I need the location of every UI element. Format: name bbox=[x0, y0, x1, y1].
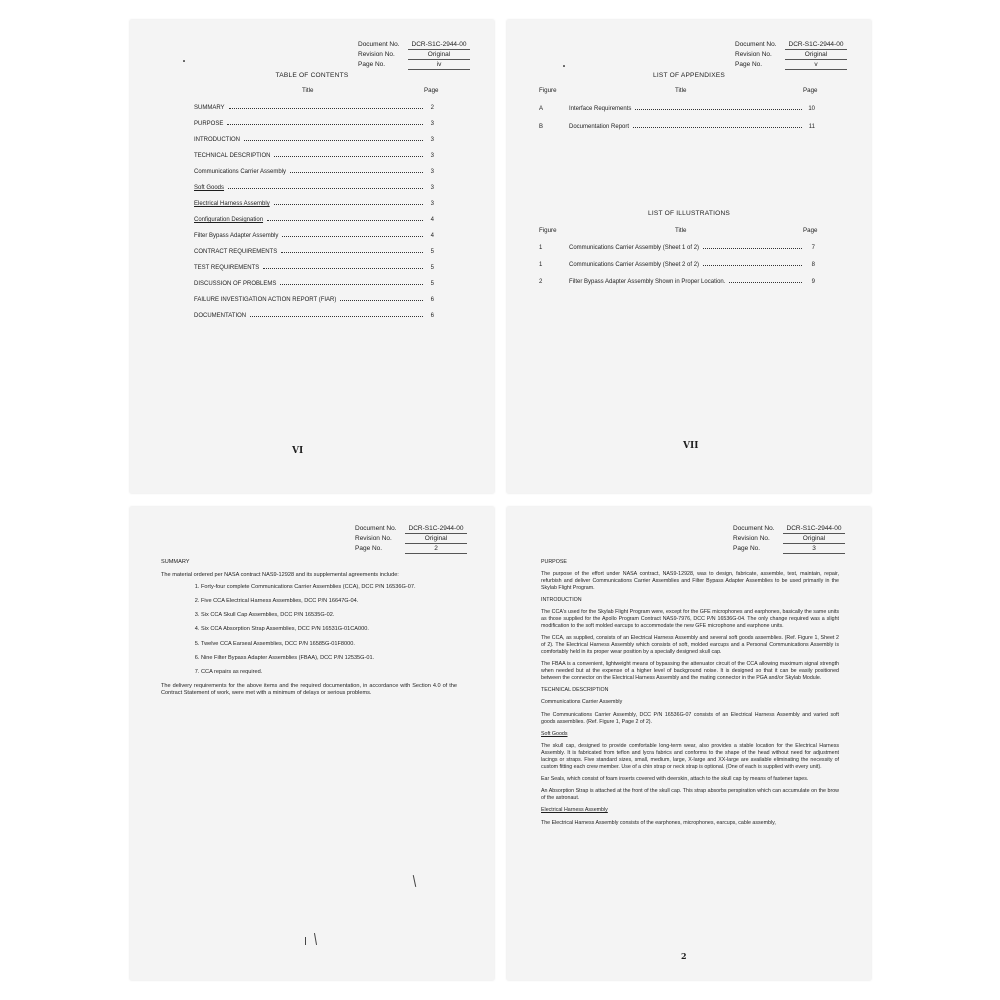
revision-label: Revision No. bbox=[358, 51, 395, 58]
page-no-label: Page No. bbox=[733, 545, 761, 552]
document-page-lists bbox=[507, 20, 871, 493]
revision-label: Revision No. bbox=[733, 535, 770, 542]
list-item: 2. Five CCA Electrical Harness Assemblies, DCC P/N 16647G-04. bbox=[201, 598, 457, 605]
soft-goods-subheading: Soft Goods bbox=[541, 730, 568, 737]
doc-no-value: DCR-S1C-2944-00 bbox=[785, 40, 847, 50]
toc-entry: TEST REQUIREMENTS 5 bbox=[194, 265, 434, 271]
doc-header bbox=[358, 40, 470, 70]
illustrations-col-title: Title bbox=[675, 227, 687, 234]
page-no-value: 2 bbox=[405, 544, 467, 554]
toc-entry: Configuration Designation 4 bbox=[194, 217, 434, 223]
doc-no-label: Document No. bbox=[358, 41, 400, 48]
purpose-body bbox=[541, 559, 839, 832]
summary-intro: The material ordered per NASA contract NAS9-12928 and its supplemental agreements include: bbox=[161, 571, 399, 578]
revision-value: Original bbox=[783, 534, 845, 544]
toc-entry: PURPOSE 3 bbox=[194, 121, 434, 127]
doc-no-label: Document No. bbox=[735, 41, 777, 48]
technical-description-heading: TECHNICAL DESCRIPTION bbox=[541, 687, 609, 694]
introduction-heading: INTRODUCTION bbox=[541, 597, 582, 604]
appendix-entry: B Documentation Report 11 bbox=[539, 124, 815, 130]
illustrations-list-title: LIST OF ILLUSTRATIONS bbox=[648, 210, 730, 217]
appendix-col-title: Title bbox=[675, 87, 687, 94]
page-no-value: iv bbox=[408, 60, 470, 70]
list-item: 4. Six CCA Absorption Strap Assemblies, DCC P/N 16531G-01CA000. bbox=[201, 626, 457, 633]
illustration-entry: 2 Filter Bypass Adapter Assembly Shown in Proper Location. 9 bbox=[539, 279, 815, 285]
paragraph: The CCA's used for the Skylab Flight Program were, except for the GFE microphones and earphones, basically the same units as those supplied for the Apollo Program Contract NAS9-7976, DCC P/N 16536G-04. The only change required was a slight modification to the soft molded earcups to accommodate the new GFE microphone and earphone units. bbox=[541, 609, 839, 630]
toc-entry: SUMMARY 2 bbox=[194, 105, 434, 111]
appendix-list-title: LIST OF APPENDIXES bbox=[652, 72, 725, 79]
revision-label: Revision No. bbox=[735, 51, 772, 58]
document-page-summary bbox=[130, 507, 494, 980]
toc-entry: Electrical Harness Assembly 3 bbox=[194, 201, 434, 207]
illustration-entry: 1 Communications Carrier Assembly (Sheet 2 of 2) 8 bbox=[539, 262, 815, 268]
paragraph: The Communications Carrier Assembly, DCC P/N 16536G-07 consists of an Electrical Harness Assembly and varied soft goods assemblies. (Ref. Figure 1, Page 2 of 2). bbox=[541, 711, 839, 725]
toc-entry: CONTRACT REQUIREMENTS 5 bbox=[194, 249, 434, 255]
toc-entry: FAILURE INVESTIGATION ACTION REPORT (FIAR) 6 bbox=[194, 297, 434, 303]
page-no-label: Page No. bbox=[358, 61, 386, 68]
appendix-entry: A Interface Requirements 10 bbox=[539, 106, 815, 112]
summary-item-list bbox=[161, 584, 457, 676]
page-footer-number: VI bbox=[292, 446, 304, 456]
appendix-col-page: Page bbox=[803, 87, 818, 94]
cca-subheading: Communications Carrier Assembly bbox=[541, 699, 623, 706]
summary-heading: SUMMARY bbox=[161, 559, 190, 565]
doc-header bbox=[733, 524, 845, 554]
toc-entry: Communications Carrier Assembly 3 bbox=[194, 169, 434, 175]
doc-no-label: Document No. bbox=[733, 525, 775, 532]
illustrations-col-page: Page bbox=[803, 227, 818, 234]
toc-entry: DOCUMENTATION 6 bbox=[194, 313, 434, 319]
list-item: 1. Forty-four complete Communications Carrier Assemblies (CCA), DCC P/N 16536G-07. bbox=[201, 584, 457, 591]
paragraph: The FBAA is a convenient, lightweight means of bypassing the attenuator circuit of the CCA allowing maximum signal strength when needed but at the expense of a higher level of background noise. It is designed so that it can be easily positioned between the connector on the Electrical Harness Assembly and the mating connector in the PGA and/or Skylab Module. bbox=[541, 661, 839, 681]
paragraph: Ear Seals, which consist of foam inserts covered with deerskin, attach to the skull cap by means of fastener tapes. bbox=[541, 775, 809, 782]
toc-entry: TECHNICAL DESCRIPTION 3 bbox=[194, 153, 434, 159]
page-no-label: Page No. bbox=[735, 61, 763, 68]
electrical-harness-subheading: Electrical Harness Assembly bbox=[541, 807, 608, 814]
doc-no-label: Document No. bbox=[355, 525, 397, 532]
paragraph: The skull cap, designed to provide comfortable long-term wear, also provides a stable location for the Electrical Harness Assembly. It is fabricated from teflon and lycra fabrics and conforms to the shape of the head without need for adjustment lacings or straps. Five standard sizes, small, medium, large, X-large and XX-large are available eliminating the necessity of custom fitting each crew member. Use of a chin strap or neck strap is optional. (One of each is supplied with every unit). bbox=[541, 743, 839, 770]
document-page-purpose bbox=[507, 507, 871, 980]
list-item: 3. Six CCA Skull Cap Assemblies, DCC P/N 16535G-02. bbox=[201, 612, 457, 619]
illustrations-col-figure: Figure bbox=[539, 227, 557, 234]
list-item: 5. Twelve CCA Earseal Assemblies, DCC P/N 16585G-01F8000. bbox=[201, 641, 457, 648]
list-item: 7. CCA repairs as required. bbox=[201, 669, 457, 676]
revision-value: Original bbox=[408, 50, 470, 60]
page-no-value: v bbox=[785, 60, 847, 70]
paragraph: The CCA, as supplied, consists of an Electrical Harness Assembly and several soft goods assemblies. (Ref. Figure 1, Sheet 2 of 2). The Electrical Harness Assembly which consists of soft, molded earcups and a Personal Communications Assembly is comfortably held in its proper wear position by a specially designed skull cap. bbox=[541, 635, 839, 655]
summary-body bbox=[161, 559, 457, 703]
illustration-entry: 1 Communications Carrier Assembly (Sheet 1 of 2) 7 bbox=[539, 245, 815, 251]
revision-value: Original bbox=[405, 534, 467, 544]
toc-col-page: Page bbox=[424, 87, 439, 94]
page-no-value: 3 bbox=[783, 544, 845, 554]
purpose-heading: PURPOSE bbox=[541, 559, 567, 565]
doc-no-value: DCR-S1C-2944-00 bbox=[405, 524, 467, 534]
toc-title: TABLE OF CONTENTS bbox=[275, 72, 349, 79]
appendix-col-figure: Figure bbox=[539, 87, 557, 94]
list-item: 6. Nine Filter Bypass Adapter Assemblies (FBAA), DCC P/N 12535G-01. bbox=[201, 655, 457, 662]
revision-label: Revision No. bbox=[355, 535, 392, 542]
page-no-label: Page No. bbox=[355, 545, 383, 552]
document-page-toc bbox=[130, 20, 494, 493]
doc-header bbox=[735, 40, 847, 70]
paragraph: An Absorption Strap is attached at the front of the skull cap. This strap absorbs perspiration which can accumulate on the brow of the astronaut. bbox=[541, 788, 839, 801]
summary-closing: The delivery requirements for the above items and the required documentation, in accordance with Section 4.0 of the Contract Statement of work, were met with a minimum of delays or serious problems. bbox=[161, 682, 457, 696]
revision-value: Original bbox=[785, 50, 847, 60]
page-footer-number: 2 bbox=[681, 951, 687, 961]
paragraph: The purpose of the effort under NASA contract, NAS9-12928, was to design, fabricate, assemble, test, maintain, repair, refurbish and deliver Communications Carrier Assemblies and Filter Bypass Adapter Assemblies to be used primarily in the Skylab Flight Program. bbox=[541, 571, 839, 591]
toc-col-title: Title bbox=[302, 87, 314, 94]
toc-entry: Soft Goods 3 bbox=[194, 185, 434, 191]
page-footer-number: VII bbox=[683, 441, 699, 451]
toc-entry: DISCUSSION OF PROBLEMS 5 bbox=[194, 281, 434, 287]
toc-entry: Filter Bypass Adapter Assembly 4 bbox=[194, 233, 434, 239]
doc-header bbox=[355, 524, 467, 554]
doc-no-value: DCR-S1C-2944-00 bbox=[783, 524, 845, 534]
doc-no-value: DCR-S1C-2944-00 bbox=[408, 40, 470, 50]
toc-entry: INTRODUCTION 3 bbox=[194, 137, 434, 143]
paragraph: The Electrical Harness Assembly consists of the earphones, microphones, earcups, cable assembly, bbox=[541, 819, 776, 826]
